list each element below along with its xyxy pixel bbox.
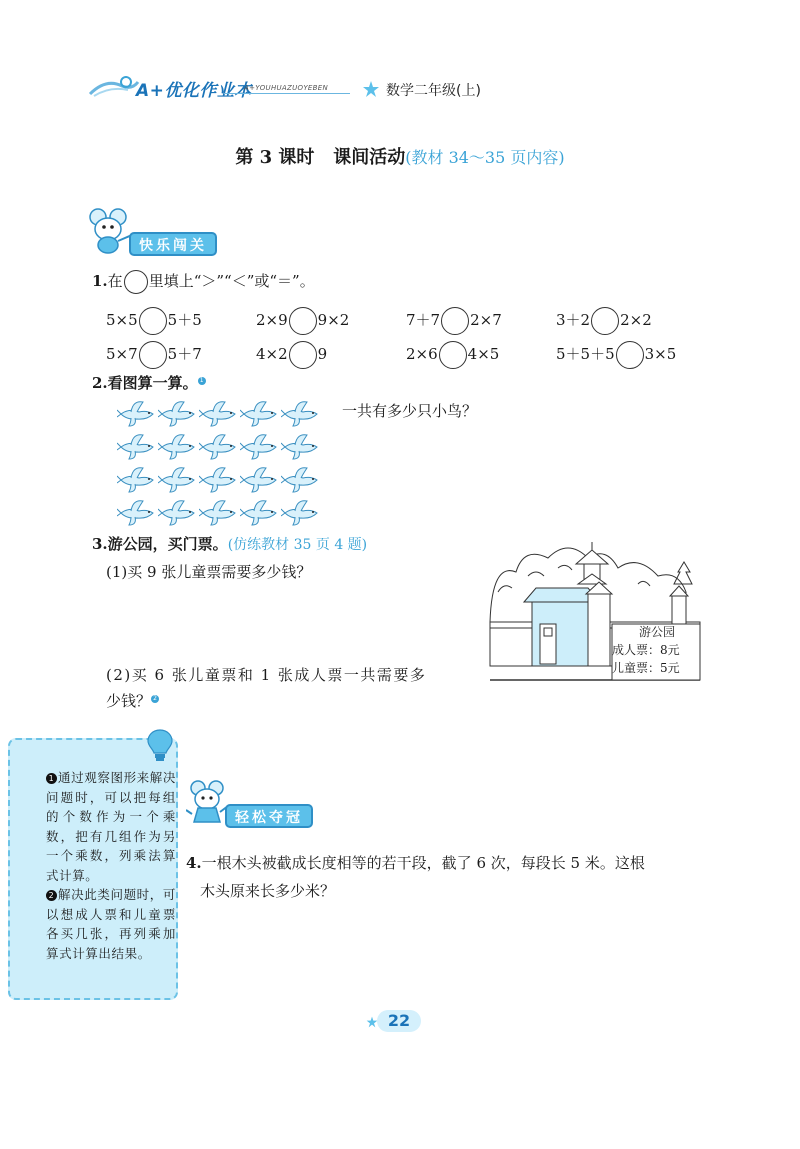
bird-icon [158,464,198,494]
bird-icon [199,398,239,428]
compare-right: 9 [317,345,328,363]
ticket-price-sign [612,623,702,677]
q1-number: 1. [92,272,108,290]
compare-left: 3＋2 [556,311,591,329]
section-banner-easy: 轻松夺冠 [225,804,313,828]
compare-item [406,341,499,369]
brand-pinyin: A+YOUHUAZUOYEBEN [244,84,329,92]
q3-heading [92,533,367,554]
answer-circle[interactable] [289,341,317,369]
bird-icon [158,497,198,527]
q2-footnote-badge: 1 [198,377,206,385]
q4-line2: 木头原来长多少米？ [200,882,336,900]
q4-line1-wrap [186,852,645,873]
q3-sub2-line1: (2)买 6 张儿童票和 1 张成人票一共需要多 [106,666,427,684]
bird-icon [199,497,239,527]
bird-icon [240,398,280,428]
q3-sub2-line2: 少钱？ [106,692,152,710]
q1-text-before: 在 [107,272,123,290]
q3-number: 3. [92,535,108,553]
subject-label: 数学二年级(上) [386,83,481,99]
brand-title: A+优化作业本 [136,81,252,101]
lesson-note: (教材 34～35 页内容) [405,148,565,167]
bird-icon [117,398,157,428]
compare-item [106,341,202,369]
compare-left: 5×7 [106,345,138,363]
answer-circle [124,270,148,294]
lesson-name: 课间活动 [333,147,406,168]
compare-right: 2×7 [470,311,502,329]
bird-icon [240,431,280,461]
section-banner-happy: 快乐闯关 [129,232,217,256]
brand-swoosh-icon [88,74,140,100]
answer-circle[interactable] [441,307,469,335]
compare-item [556,341,676,369]
compare-right: 2×2 [620,311,652,329]
lightbulb-icon [146,728,174,762]
answer-circle[interactable] [591,307,619,335]
lesson-title [0,143,800,169]
compare-item [406,307,502,335]
bird-icon [199,464,239,494]
q2-heading [92,372,206,393]
answer-circle[interactable] [289,307,317,335]
answer-circle[interactable] [139,341,167,369]
sign-adult-price: 成人票：8元 [612,643,680,657]
answer-circle[interactable] [139,307,167,335]
answer-circle[interactable] [616,341,644,369]
tip-2-number: 2 [46,890,57,901]
bird-icon [281,398,321,428]
bird-icon [158,431,198,461]
sign-child-price: 儿童票：5元 [612,661,680,675]
mouse-mascot-icon [86,205,134,255]
q2-number: 2. [92,374,108,392]
compare-left: 7＋7 [406,311,441,329]
bird-icon [117,431,157,461]
tip-1-number: 1 [46,773,57,784]
tip-text [46,768,176,963]
header-divider [224,93,350,94]
compare-right: 5＋5 [167,311,202,329]
page-number: 22 [387,1011,411,1030]
bird-icon [240,464,280,494]
compare-item [106,307,202,335]
bird-icon [199,431,239,461]
compare-left: 2×9 [256,311,288,329]
compare-left: 5＋5＋5 [556,345,615,363]
q3-title: 游公园，买门票。 [107,535,228,553]
mouse-mascot-running-icon [186,778,230,826]
q1-text-after: 里填上“＞”“＜”或“＝”。 [148,272,315,290]
bird-icon [281,464,321,494]
tip-2 [46,885,176,963]
q2-question: 一共有多少只小鸟？ [342,402,478,420]
bird-icon [240,497,280,527]
lesson-number: 第 3 课时 [235,147,315,168]
q3-note: (仿练教材 35 页 4 题) [227,537,368,553]
compare-left: 4×2 [256,345,288,363]
tip-1 [46,768,176,885]
compare-left: 2×6 [406,345,438,363]
q2-title: 看图算一算。 [107,374,198,392]
bird-icon [281,431,321,461]
bird-icon [281,497,321,527]
q3-footnote-badge: 2 [151,695,159,703]
q1-instruction [92,270,315,294]
compare-item [256,307,349,335]
sign-title: 游公园 [638,625,675,639]
bird-icon [158,398,198,428]
compare-item [556,307,652,335]
compare-left: 5×5 [106,311,138,329]
compare-right: 3×5 [644,345,677,363]
q3-sub1: (1)买 9 张儿童票需要多少钱？ [106,563,312,581]
compare-right: 5＋7 [167,345,202,363]
compare-item [256,341,327,369]
tip-1-text: 通过观察图形来解决问题时，可以把每组的个数作为一个乘数，把有几组作为另一个乘数，列乘法算式计算。 [46,770,176,883]
q3-sub2-line2-wrap [106,690,159,711]
bird-icon [117,464,157,494]
star-icon [362,80,380,98]
q4-number: 4. [186,854,202,872]
compare-right: 9×2 [317,311,350,329]
compare-right: 4×5 [467,345,500,363]
tip-2-text: 解决此类问题时，可以想成人票和儿童票各买几张，再列乘加算式计算出结果。 [46,887,176,961]
q4-line1: 一根木头被截成长度相等的若干段，截了 6 次，每段长 5 米。这根 [201,854,645,872]
answer-circle[interactable] [439,341,467,369]
bird-icon [117,497,157,527]
